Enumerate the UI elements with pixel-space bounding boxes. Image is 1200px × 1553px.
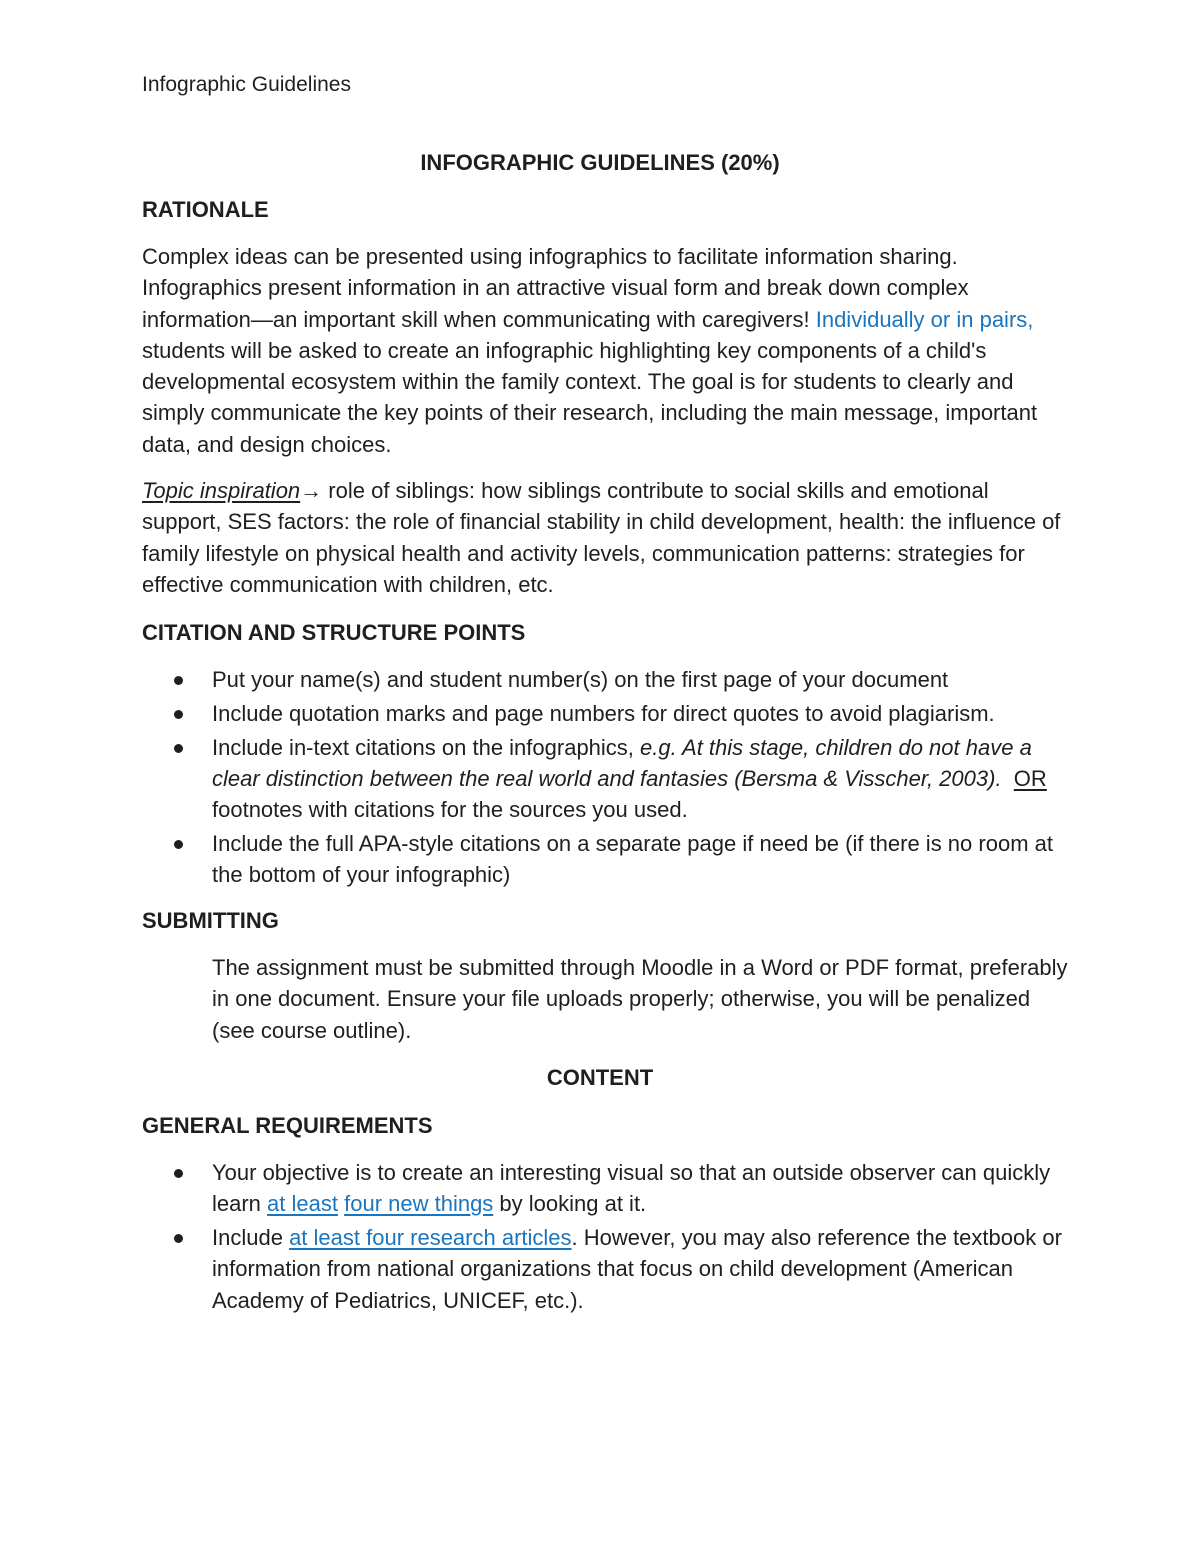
- rationale-heading: RATIONALE: [142, 197, 269, 222]
- eg-text: e.g.: [640, 734, 677, 760]
- bullet-text: Include: [212, 1225, 290, 1251]
- example-citation-text: At this stage, children do not have a clear distinction between the real world and fantasies (Bersma & Visscher, 2003).: [212, 734, 1032, 791]
- bullet-icon: [174, 676, 183, 685]
- citation-heading: CITATION AND STRUCTURE POINTS: [142, 620, 526, 645]
- content-heading: CONTENT: [546, 1065, 654, 1090]
- bullet-text: Include the full APA-style citations on a separate page if need be (if there is no room at the bottom of your infographic): [212, 830, 1053, 888]
- bullet-icon: [174, 1169, 183, 1178]
- submitting-paragraph: The assignment must be submitted through Moodle in a Word or PDF format, preferably in one document. Ensure your file uploads properly; otherwise, you will be penalized (see course outline).: [212, 955, 1068, 1043]
- running-header: Infographic Guidelines: [142, 73, 351, 96]
- rationale-paragraph: [142, 241, 1067, 460]
- at-least-link[interactable]: at least: [267, 1191, 338, 1217]
- list-item: [142, 1157, 1072, 1220]
- citation-bullet-list: [142, 664, 1072, 893]
- four-new-things-link[interactable]: four new things: [344, 1191, 494, 1217]
- general-requirements-heading: GENERAL REQUIREMENTS: [142, 1113, 433, 1138]
- bullet-icon: [174, 710, 183, 719]
- bullet-icon: [174, 840, 183, 849]
- list-item: [142, 698, 1072, 729]
- rationale-text-b: students will be asked to create an infographic highlighting key components of a child's developmental ecosystem within the family context. The goal is for students to clearly and simply communicate the key points of their research, including the main message, important data, and design choices.: [142, 337, 1038, 457]
- list-item: [142, 828, 1072, 891]
- bullet-icon: [174, 1234, 183, 1243]
- submitting-heading: SUBMITTING: [142, 908, 279, 933]
- topic-inspiration-text: → role of siblings: how siblings contribute to social skills and emotional support, SES factors: the role of financial stability in child development, health: the influence of family lifestyle on physical health and activity levels, communication patterns: strategies for effective communication with children, etc.: [142, 478, 1061, 597]
- general-requirements-list: [142, 1157, 1072, 1318]
- bullet-text: by looking at it.: [493, 1191, 647, 1217]
- research-articles-link[interactable]: at least four research articles: [289, 1225, 572, 1251]
- bullet-text: . However, you may also reference the textbook or information from national organizations that focus on child development (American Academy of Pediatrics, UNICEF, etc.).: [212, 1225, 1062, 1313]
- bullet-text: Your objective is to create an interesting visual so that an outside observer can quickly learn: [212, 1160, 1051, 1217]
- bullet-text: Include quotation marks and page numbers for direct quotes to avoid plagiarism.: [212, 700, 995, 726]
- spacer-text: [1002, 766, 1014, 791]
- bullet-text: Put your name(s) and student number(s) on the first page of your document: [212, 667, 949, 692]
- list-item: [142, 664, 1072, 695]
- document-title: INFOGRAPHIC GUIDELINES (20%): [420, 150, 780, 175]
- or-text: OR: [1013, 765, 1047, 791]
- list-item: [142, 732, 1072, 826]
- list-item: [142, 1222, 1072, 1316]
- individually-or-in-pairs-text: Individually or in pairs,: [815, 306, 1034, 332]
- topic-inspiration-paragraph: [142, 475, 1067, 600]
- bullet-icon: [174, 744, 183, 753]
- bullet-text: Include in-text citations on the infographics,: [212, 734, 641, 760]
- footnotes-text: footnotes with citations for the sources you used.: [212, 797, 688, 823]
- topic-inspiration-label: Topic inspiration: [142, 478, 301, 503]
- rationale-text-a: Complex ideas can be presented using infographics to facilitate information sharing. Infographics present information in an attractive visual form and break down complex information—an important skill when communicating with caregivers!: [142, 244, 969, 332]
